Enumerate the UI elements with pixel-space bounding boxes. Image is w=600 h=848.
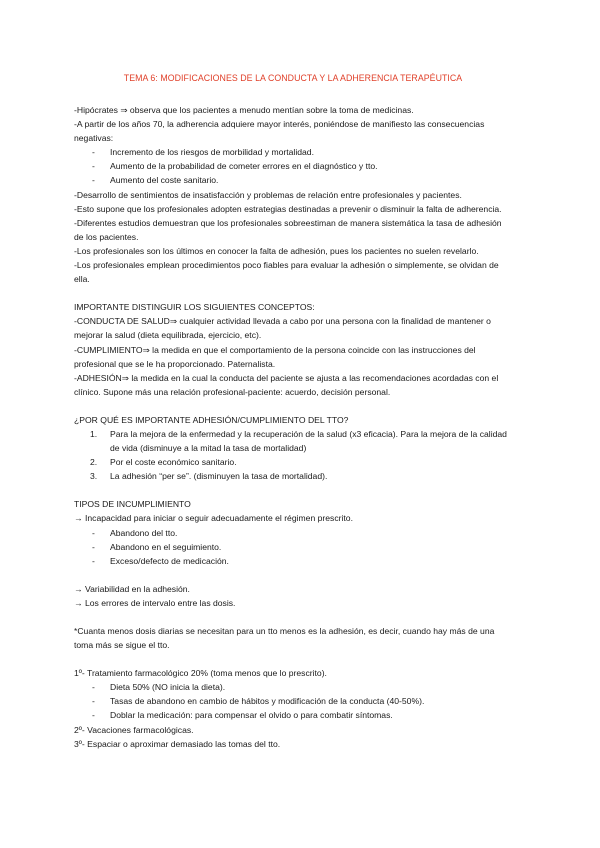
paragraph: -Los profesionales son los últimos en conocer la falta de adhesión, pues los pacientes no suelen revelarlo.	[74, 245, 479, 256]
importance-list	[74, 427, 512, 483]
list-number: 1.	[90, 428, 98, 439]
concept-adhesion: -ADHESIÓN⇒ la medida en la cual la conducta del paciente se ajusta a las recomendaciones acordadas con el clínico. Supone más una relación profesional-paciente: acuerdo, decisión personal.	[74, 372, 499, 397]
concepts-heading: IMPORTANTE DISTINGUIR LOS SIGUIENTES CONCEPTOS:	[74, 302, 315, 313]
paragraph: -Esto supone que los profesionales adopten estrategias destinadas a prevenir o disminuir la falta de adherencia.	[74, 203, 502, 214]
list-item: - Abandono del tto.	[74, 526, 512, 540]
types-heading: TIPOS DE INCUMPLIMIENTO	[74, 499, 191, 510]
paragraph: -Hipócrates ⇒ observa que los pacientes a menudo mentían sobre la toma de medicinas.	[74, 105, 414, 115]
list-item: - Doblar la medicación: para compensar el olvido o para combatir síntomas.	[74, 708, 512, 722]
paragraph: 1º- Tratamiento farmacológico 20% (toma menos que lo prescrito).	[74, 668, 327, 679]
paragraph: -A partir de los años 70, la adherencia adquiere mayor interés, poniéndose de manifiesto las consecuencias negativas:	[74, 119, 485, 144]
paragraph: -Los profesionales emplean procedimientos poco fiables para evaluar la adhesión o simplemente, se olvidan de ella.	[74, 260, 499, 285]
concept-health-behavior: -CONDUCTA DE SALUD⇒ cualquier actividad llevada a cabo por una persona con la finalidad de mantener o mejorar la salud (dieta equilibrada, ejercicio, etc).	[74, 316, 491, 341]
list-item	[74, 469, 512, 483]
list-item: - Aumento del coste sanitario.	[74, 173, 512, 187]
paragraph: -Desarrollo de sentimientos de insatisfacción y problemas de relación entre profesionales y pacientes.	[74, 189, 462, 200]
paragraph: 2º- Vacaciones farmacológicas.	[74, 724, 194, 735]
list-item: - Tasas de abandono en cambio de hábitos y modificación de la conducta (40-50%).	[74, 694, 512, 708]
list-number: 2.	[90, 457, 98, 468]
list-text: Para la mejora de la enfermedad y la recuperación de la salud (x3 eficacia). Para la mejora de la calidad de vida (disminuye a la mitad la tasa de mortalidad)	[110, 428, 507, 454]
list-item: - Aumento de la probabilidad de cometer errores en el diagnóstico y tto.	[74, 159, 512, 173]
ranking-list	[74, 680, 512, 722]
concept-compliance: -CUMPLIMIENTO⇒ la medida en que el comportamiento de la persona coincide con las instrucciones del profesional que se le ha proporcionado. Paternalista.	[74, 344, 476, 369]
list-item: - Exceso/defecto de medicación.	[74, 554, 512, 568]
list-item	[74, 427, 512, 455]
paragraph: -Diferentes estudios demuestran que los profesionales sobreestiman de manera sistemática la tasa de adhesión de los pacientes.	[74, 217, 502, 242]
list-item: - Dieta 50% (NO inicia la dieta).	[74, 680, 512, 694]
note-paragraph: *Cuanta menos dosis diarias se necesitan para un tto menos es la adhesión, es decir, cuando hay más de una toma más se sigue el tto.	[74, 626, 495, 651]
paragraph: → Los errores de intervalo entre las dosis.	[74, 597, 236, 608]
list-item: - Incremento de los riesgos de morbilidad y mortalidad.	[74, 145, 512, 159]
types-list	[74, 526, 512, 568]
list-text: Por el coste económico sanitario.	[110, 457, 237, 468]
document-title: TEMA 6: MODIFICACIONES DE LA CONDUCTA Y LA ADHERENCIA TERAPÉUTICA	[123, 73, 463, 83]
list-number: 3.	[90, 471, 98, 482]
paragraph: 3º- Espaciar o aproximar demasiado las tomas del tto.	[74, 738, 281, 749]
consequences-list	[74, 145, 512, 187]
list-item	[74, 455, 512, 469]
list-item: - Abandono en el seguimiento.	[74, 540, 512, 554]
paragraph: → Variabilidad en la adhesión.	[74, 583, 190, 594]
paragraph: → Incapacidad para iniciar o seguir adecuadamente el régimen prescrito.	[74, 513, 353, 524]
importance-heading: ¿POR QUÉ ES IMPORTANTE ADHESIÓN/CUMPLIMIENTO DEL TTO?	[74, 414, 349, 425]
list-text: La adhesión “per se”. (disminuyen la tasa de mortalidad).	[110, 471, 328, 482]
